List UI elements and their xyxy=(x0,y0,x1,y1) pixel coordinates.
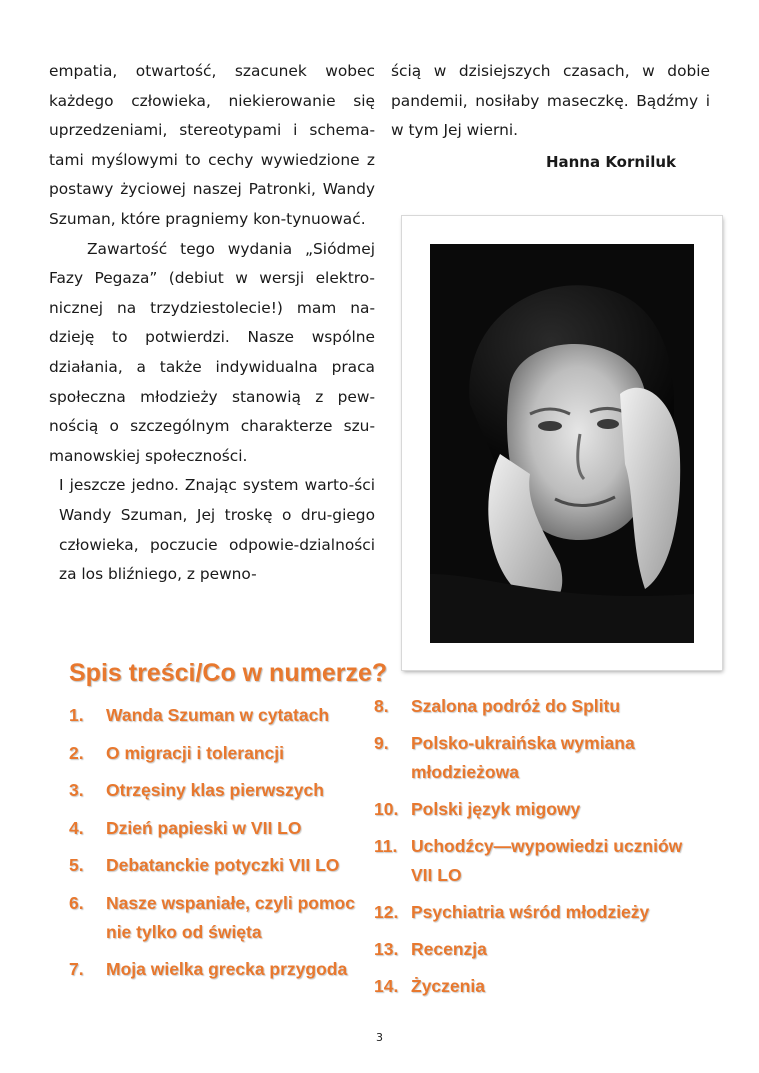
toc-item-label: Recenzja xyxy=(411,939,487,959)
toc-item[interactable] xyxy=(69,889,369,947)
toc-item-number: 13. xyxy=(374,939,399,959)
toc-item[interactable] xyxy=(374,935,694,964)
toc-item-number: 7. xyxy=(69,959,84,979)
toc-item-number: 11. xyxy=(374,836,398,856)
toc-item-label: Wanda Szuman w cytatach xyxy=(106,705,330,725)
right-text-column xyxy=(391,57,710,177)
portrait-photo xyxy=(430,244,694,643)
toc-item[interactable] xyxy=(69,701,369,730)
toc-item[interactable] xyxy=(69,851,369,880)
paragraph-intro: empatia, otwartość, szacunek wobec każdego człowieka, niekierowanie się uprzedzeniami, stereotypami i schema-tami myślowymi to cechy wywiedzione z postawy życiowej naszej Patronki, Wandy Szuman, które pragniemy kon-tynuować. xyxy=(49,62,375,228)
toc-item-label: Polski język migowy xyxy=(411,799,581,819)
toc-item-number: 12. xyxy=(374,902,399,922)
toc-list-left xyxy=(69,701,369,993)
toc-item-label: Otrzęsiny klas pierwszych xyxy=(106,780,324,800)
toc-item[interactable] xyxy=(374,972,694,1001)
portrait-image xyxy=(430,244,694,643)
toc-item-number: 8. xyxy=(374,696,389,716)
toc-item[interactable] xyxy=(69,955,369,984)
toc-item-number: 9. xyxy=(374,733,389,753)
toc-item-label: O migracji i tolerancji xyxy=(106,742,284,763)
page-number: 3 xyxy=(376,1031,383,1044)
toc-item-number: 6. xyxy=(69,892,84,913)
toc-item-label: Moja wielka grecka przygoda xyxy=(106,959,348,979)
paragraph-values: I jeszcze jedno. Znając system warto-ści Wandy Szuman, Jej troskę o dru-giego człowieka, poczucie odpowie-dzialności za los bliźniego, z pewno- xyxy=(59,476,375,584)
toc-item-label: Życzenia xyxy=(411,976,485,996)
toc-item-number: 1. xyxy=(69,705,84,725)
toc-item-label: Dzień papieski w VII LO xyxy=(106,817,302,838)
toc-item[interactable] xyxy=(69,776,369,805)
toc-item[interactable] xyxy=(69,739,369,768)
toc-item-number: 5. xyxy=(69,855,84,875)
toc-item[interactable] xyxy=(374,692,694,721)
toc-item-label: Polsko-ukraińska wymiana młodzieżowa xyxy=(411,733,635,782)
toc-item-number: 10. xyxy=(374,799,399,819)
author-signature: Hanna Korniluk xyxy=(545,152,676,171)
toc-item[interactable] xyxy=(374,795,694,824)
toc-item-label: Szalona podróż do Splitu xyxy=(411,696,621,716)
toc-item[interactable] xyxy=(374,898,694,927)
toc-item-label: Debatanckie potyczki VII LO xyxy=(106,855,340,875)
toc-item-label: Nasze wspaniałe, czyli pomoc nie tylko od święta xyxy=(106,892,355,942)
toc-item-number: 2. xyxy=(69,742,84,763)
toc-item-number: 4. xyxy=(69,817,84,838)
paragraph-continuation: ścią w dzisiejszych czasach, w dobie pandemii, nosiłaby maseczkę. Bądźmy i w tym Jej wierni. xyxy=(391,62,710,140)
toc-item[interactable] xyxy=(374,832,694,890)
portrait-photo-frame xyxy=(402,216,722,670)
toc-list-right xyxy=(374,692,694,1009)
toc-title: Spis treści/Co w numerze? xyxy=(69,659,388,687)
toc-item-label: Uchodźcy—wypowiedzi uczniów VII LO xyxy=(411,836,683,885)
toc-item-number: 3. xyxy=(69,780,84,800)
toc-item[interactable] xyxy=(69,814,369,843)
toc-item-number: 14. xyxy=(374,976,399,996)
toc-item-label: Psychiatria wśród młodzieży xyxy=(411,902,650,922)
left-text-column xyxy=(49,57,375,590)
paragraph-edition: Zawartość tego wydania „Siódmej Fazy Pegaza” (debiut w wersji elektro-nicznej na trzydziestolecie!) mam na-dzieję to potwierdzi. Nasze wspólne działania, a także indywidualna praca społeczna młodzieży stanowią z pew-nością o szczególnym charakterze szu-manowskiej społeczności. xyxy=(49,239,375,465)
toc-item[interactable] xyxy=(374,729,694,787)
